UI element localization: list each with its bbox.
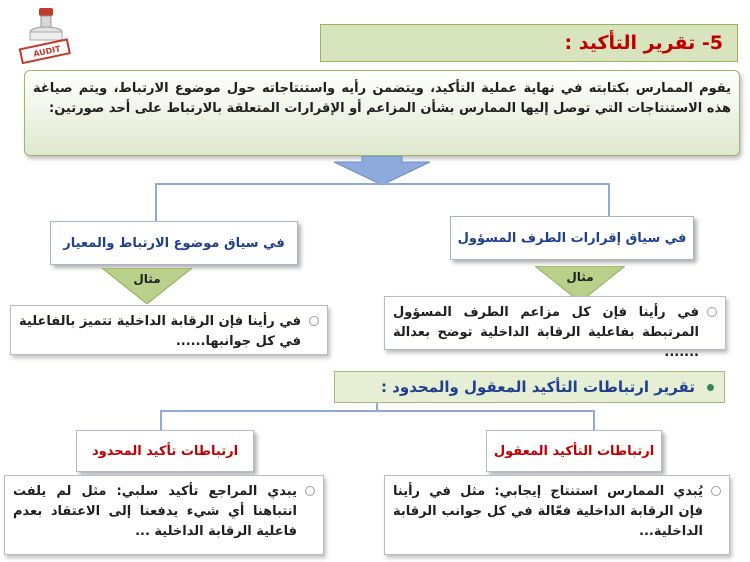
limited-assurance-text-box xyxy=(4,475,324,555)
connector-line xyxy=(155,183,610,185)
heading-text: ارتباطات تأكيد المحدود xyxy=(91,443,239,459)
section2-title-text: تقرير ارتباطات التأكيد المعقول والمحدود : xyxy=(380,378,695,396)
branch-heading-text: في سياق إقرارات الطرف المسؤول xyxy=(457,230,687,246)
bullet-icon xyxy=(707,307,717,317)
connector-line xyxy=(593,410,595,432)
bullet-dot-icon xyxy=(707,384,714,391)
bullet-icon xyxy=(309,316,319,326)
example-box-subject-matter xyxy=(10,305,328,355)
bullet-icon xyxy=(711,486,721,496)
example-box-responsible-party xyxy=(384,296,726,360)
assurance-text: يُبدي الممارس استنتاج إيجابي: مثل في رأينا فإن الرقابة الداخلية فعّالة في كل جوانب الرقابة الداخلية... xyxy=(393,484,703,539)
example-text: في رأينا فإن كل مزاعم الطرف المسؤول المرتبطة بفاعلية الرقابة الداخلية توضح بعدالة ....... xyxy=(393,305,699,360)
branch-heading-responsible-party xyxy=(450,216,694,260)
heading-text: ارتباطات التأكيد المعقول xyxy=(493,443,655,459)
example-arrow-left xyxy=(102,268,192,304)
example-text: في رأينا فإن الرقابة الداخلية تتميز بالفاعلية في كل جوانبها...... xyxy=(19,314,301,349)
connector-line xyxy=(155,183,157,221)
heading-limited-assurance xyxy=(76,430,254,472)
section-title xyxy=(320,24,738,62)
heading-reasonable-assurance xyxy=(486,430,662,472)
example-label: مثال xyxy=(566,270,594,284)
intro-paragraph: يقوم الممارس بكتابته في نهاية عملية التأكيد، ويتضمن رأيه واستنتاجاته حول موضوع الارتباط، ويتم صياغة هذه الاستنتاجات التي توصل إليها الممارس بشأن المزاعم أو الإقرارات المتعلقة بالارتباط على أحد صورتين: xyxy=(24,70,740,156)
reasonable-assurance-text-box xyxy=(384,475,730,555)
down-arrow-icon xyxy=(332,156,432,186)
section2-title xyxy=(334,371,725,403)
branch-heading-text: في سياق موضوع الارتباط والمعيار xyxy=(63,235,285,251)
assurance-text: يبدي المراجع تأكيد سلبي: مثل لم يلفت انتباهنا أي شيء يدفعنا إلى الاعتقاد بعدم فاعلية الرقابة الداخلية ... xyxy=(13,484,297,539)
branch-heading-subject-matter xyxy=(50,221,298,265)
section-title-text: 5- تقرير التأكيد : xyxy=(564,32,723,54)
connector-line xyxy=(376,403,378,411)
audit-stamp-logo xyxy=(15,4,75,64)
bullet-icon xyxy=(305,486,315,496)
connector-line xyxy=(608,183,610,216)
stamp-text: AUDIT xyxy=(32,44,62,59)
example-label: مثال xyxy=(133,272,161,286)
connector-line xyxy=(160,410,162,432)
